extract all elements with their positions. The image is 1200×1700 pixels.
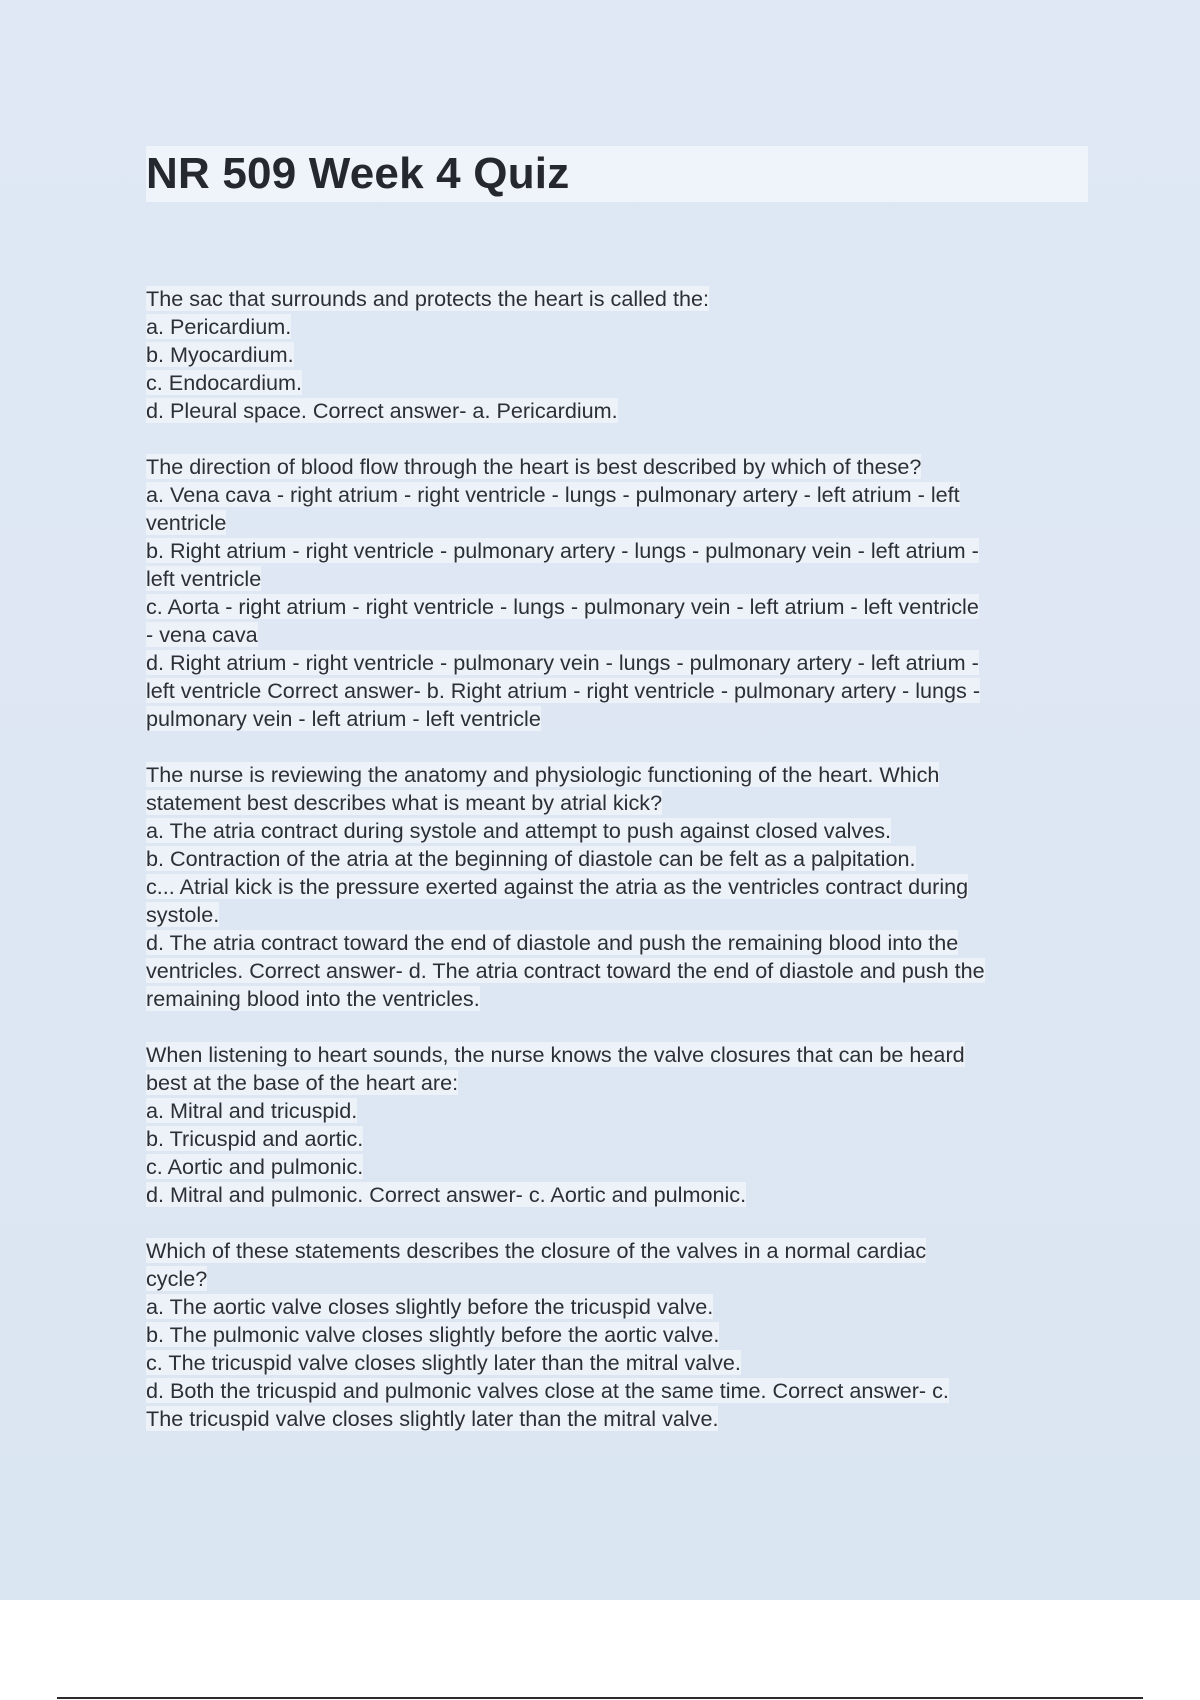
question-block xyxy=(146,1041,1096,1209)
question-block xyxy=(146,285,1096,425)
question-line: The sac that surrounds and protects the heart is called the: xyxy=(146,286,709,311)
question-line: Which of these statements describes the closure of the valves in a normal cardiac xyxy=(146,1238,927,1263)
option-line: a. The aortic valve closes slightly before the tricuspid valve. xyxy=(146,1294,714,1319)
option-line: a. The atria contract during systole and attempt to push against closed valves. xyxy=(146,818,892,843)
option-line: ventricle xyxy=(146,510,227,535)
option-line: d. Both the tricuspid and pulmonic valves close at the same time. Correct answer- c. xyxy=(146,1378,949,1403)
question-line: best at the base of the heart are: xyxy=(146,1070,459,1095)
option-line: left ventricle xyxy=(146,566,262,591)
option-line: left ventricle Correct answer- b. Right atrium - right ventricle - pulmonary artery - lungs - xyxy=(146,678,981,703)
option-line: d. The atria contract toward the end of diastole and push the remaining blood into the xyxy=(146,930,959,955)
option-line: systole. xyxy=(146,902,220,927)
question-line: cycle? xyxy=(146,1266,208,1291)
option-line: remaining blood into the ventricles. xyxy=(146,986,480,1011)
option-line: a. Pericardium. xyxy=(146,314,292,339)
option-line: a. Vena cava - right atrium - right ventricle - lungs - pulmonary artery - left atrium - left xyxy=(146,482,960,507)
option-line: d. Mitral and pulmonic. Correct answer- c. Aortic and pulmonic. xyxy=(146,1182,747,1207)
question-block xyxy=(146,761,1096,1013)
option-line: c. Aorta - right atrium - right ventricle - lungs - pulmonary vein - left atrium - left ventricle xyxy=(146,594,979,619)
option-line: - vena cava xyxy=(146,622,258,647)
quiz-content xyxy=(146,285,1096,1461)
option-line: b. Right atrium - right ventricle - pulmonary artery - lungs - pulmonary vein - left atrium - xyxy=(146,538,979,563)
option-line: d. Right atrium - right ventricle - pulmonary vein - lungs - pulmonary artery - left atrium - xyxy=(146,650,979,675)
option-line: c. Aortic and pulmonic. xyxy=(146,1154,364,1179)
document-title: NR 509 Week 4 Quiz xyxy=(146,149,570,198)
question-line: statement best describes what is meant by atrial kick? xyxy=(146,790,663,815)
option-line: d. Pleural space. Correct answer- a. Pericardium. xyxy=(146,398,618,423)
footer-divider xyxy=(57,1697,1143,1699)
question-line: The direction of blood flow through the heart is best described by which of these? xyxy=(146,454,922,479)
option-line: b. Myocardium. xyxy=(146,342,294,367)
question-line: The nurse is reviewing the anatomy and physiologic functioning of the heart. Which xyxy=(146,762,940,787)
question-block xyxy=(146,453,1096,733)
question-block xyxy=(146,1237,1096,1433)
option-line: b. Contraction of the atria at the beginning of diastole can be felt as a palpitation. xyxy=(146,846,916,871)
option-line: The tricuspid valve closes slightly later than the mitral valve. xyxy=(146,1406,719,1431)
question-line: When listening to heart sounds, the nurse knows the valve closures that can be heard xyxy=(146,1042,965,1067)
option-line: c. Endocardium. xyxy=(146,370,303,395)
option-line: c... Atrial kick is the pressure exerted against the atria as the ventricles contract during xyxy=(146,874,969,899)
option-line: b. The pulmonic valve closes slightly before the aortic valve. xyxy=(146,1322,720,1347)
option-line: pulmonary vein - left atrium - left ventricle xyxy=(146,706,541,731)
option-line: a. Mitral and tricuspid. xyxy=(146,1098,358,1123)
option-line: ventricles. Correct answer- d. The atria contract toward the end of diastole and push the xyxy=(146,958,985,983)
option-line: b. Tricuspid and aortic. xyxy=(146,1126,364,1151)
option-line: c. The tricuspid valve closes slightly later than the mitral valve. xyxy=(146,1350,741,1375)
